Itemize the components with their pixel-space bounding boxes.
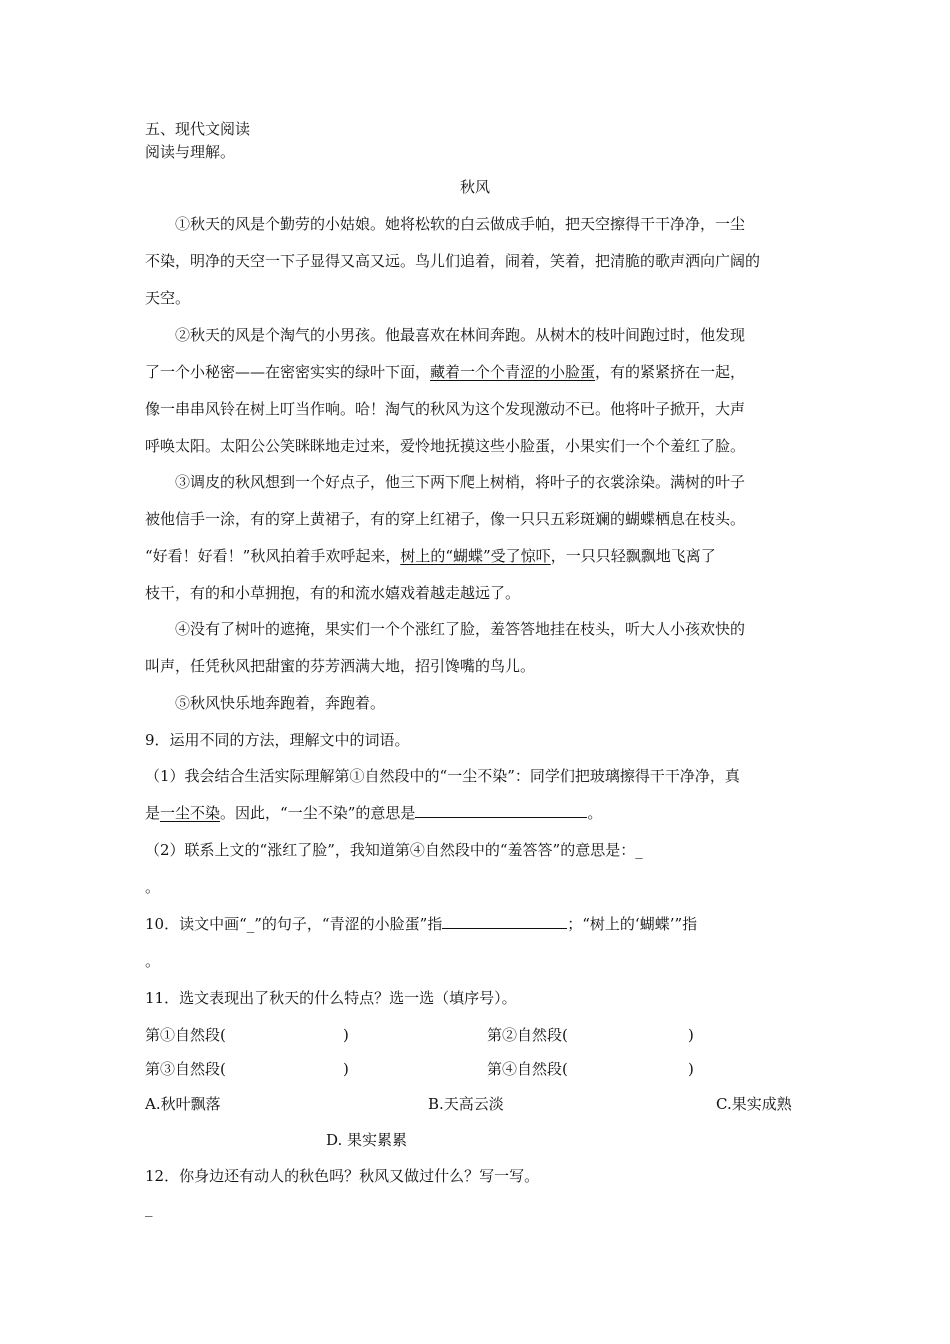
p2-line2 xyxy=(145,362,745,382)
q10-line2: 。 xyxy=(145,952,161,970)
p2-line2-a: 了一个小秘密——在密密实实的绿叶下面， xyxy=(145,363,431,381)
q11-row2-right: 第④自然段( xyxy=(487,1060,568,1078)
p1-line3: 天空。 xyxy=(145,289,191,307)
p2-line2-b: ，有的紧紧挤在一起， xyxy=(595,363,746,381)
q11-row1-left: 第①自然段( xyxy=(145,1026,226,1044)
p5-line1: ⑤秋风快乐地奔跑着，奔跑着。 xyxy=(175,694,386,712)
q9-sub1-a: 是 xyxy=(145,804,161,822)
q10-line1 xyxy=(145,914,697,934)
p3-line4: 枝干，有的和小草拥抱，有的和流水嬉戏着越走越远了。 xyxy=(145,584,521,602)
p3-line1: ③调皮的秋风想到一个好点子，他三下两下爬上树梢，将叶子的衣裳涂染。满树的叶子 xyxy=(175,473,746,491)
q11-row2-right-close: ) xyxy=(688,1060,694,1078)
q9-sub2-line2: 。 xyxy=(145,878,161,896)
q10-a: 10．读文中画“_”的句子，“青涩的小脸蛋”指 xyxy=(145,915,443,933)
p3-line3 xyxy=(145,546,716,566)
q9-sub1-line1: （1）我会结合生活实际理解第①自然段中的“一尘不染”：同学们把玻璃擦得干干净净，真 xyxy=(145,767,740,785)
q9-underlined-word: 一尘不染 xyxy=(160,804,221,822)
q11-stem: 11．选文表现出了秋天的什么特点？选一选（填序号）。 xyxy=(145,989,517,1007)
q11-row1-left-close: ) xyxy=(343,1026,349,1044)
q11-row2-left: 第③自然段( xyxy=(145,1060,226,1078)
q11-option-b: B.天高云淡 xyxy=(428,1095,504,1113)
q9-answer-blank-1[interactable] xyxy=(415,803,587,818)
q11-option-d: D. 果实累累 xyxy=(326,1131,408,1149)
p4-line2: 叫声，任凭秋风把甜蜜的芬芳洒满大地，招引馋嘴的鸟儿。 xyxy=(145,657,536,675)
q9-stem: 9．运用不同的方法，理解文中的词语。 xyxy=(145,731,410,749)
q11-row1-right: 第②自然段( xyxy=(487,1026,568,1044)
section-heading: 五、现代文阅读 xyxy=(145,120,251,138)
p1-line1: ①秋天的风是个勤劳的小姑娘。她将松软的白云做成手帕，把天空擦得干干净净，一尘 xyxy=(175,215,746,233)
q9-sub2-line1: （2）联系上文的“涨红了脸”，我知道第④自然段中的“羞答答”的意思是：_ xyxy=(145,841,643,859)
q11-row2-left-close: ) xyxy=(343,1060,349,1078)
p3-line3-a: “好看！好看！”秋风拍着手欢呼起来， xyxy=(145,547,401,565)
p2-line1: ②秋天的风是个淘气的小男孩。他最喜欢在林间奔跑。从树木的枝叶间跑过时，他发现 xyxy=(175,326,746,344)
q9-sub1-end: 。 xyxy=(587,804,603,822)
section-subheading: 阅读与理解。 xyxy=(145,143,236,161)
q10-answer-blank[interactable] xyxy=(442,914,567,929)
p1-line2: 不染，明净的天空一下子显得又高又远。鸟儿们追着，闹着，笑着，把清脆的歌声洒向广阔的 xyxy=(145,252,761,270)
q11-option-a: A.秋叶飘落 xyxy=(145,1095,221,1113)
p3-line2: 被他信手一涂，有的穿上黄裙子，有的穿上红裙子，像一只只五彩斑斓的蝴蝶栖息在枝头。 xyxy=(145,510,746,528)
p2-line3: 像一串串风铃在树上叮当作响。哈！淘气的秋风为这个发现激动不已。他将叶子掀开，大声 xyxy=(145,400,746,418)
p4-line1: ④没有了树叶的遮掩，果实们一个个涨红了脸，羞答答地挂在枝头，听大人小孩欢快的 xyxy=(175,620,746,638)
q9-sub1-line2 xyxy=(145,803,602,823)
underlined-sentence-1: 藏着一个个青涩的小脸蛋 xyxy=(430,363,596,381)
p3-line3-b: ，一只只轻飘飘地飞离了 xyxy=(550,547,716,565)
q10-b: ；“树上的‘蝴蝶’”指 xyxy=(567,915,698,933)
q11-option-c: C.果实成熟 xyxy=(716,1095,792,1113)
q12-stem: 12．你身边还有动人的秋色吗？秋风又做过什么？写一写。 xyxy=(145,1167,540,1185)
q9-sub1-b: 。因此，“一尘不染”的意思是 xyxy=(220,804,416,822)
underlined-sentence-2: 树上的“蝴蝶”受了惊吓 xyxy=(400,547,551,565)
q12-answer-line[interactable]: _ xyxy=(145,1199,153,1217)
p2-line4: 呼唤太阳。太阳公公笑眯眯地走过来，爱怜地抚摸这些小脸蛋，小果实们一个个羞红了脸。 xyxy=(145,437,746,455)
q11-row1-right-close: ) xyxy=(688,1026,694,1044)
passage-title: 秋风 xyxy=(459,178,490,196)
